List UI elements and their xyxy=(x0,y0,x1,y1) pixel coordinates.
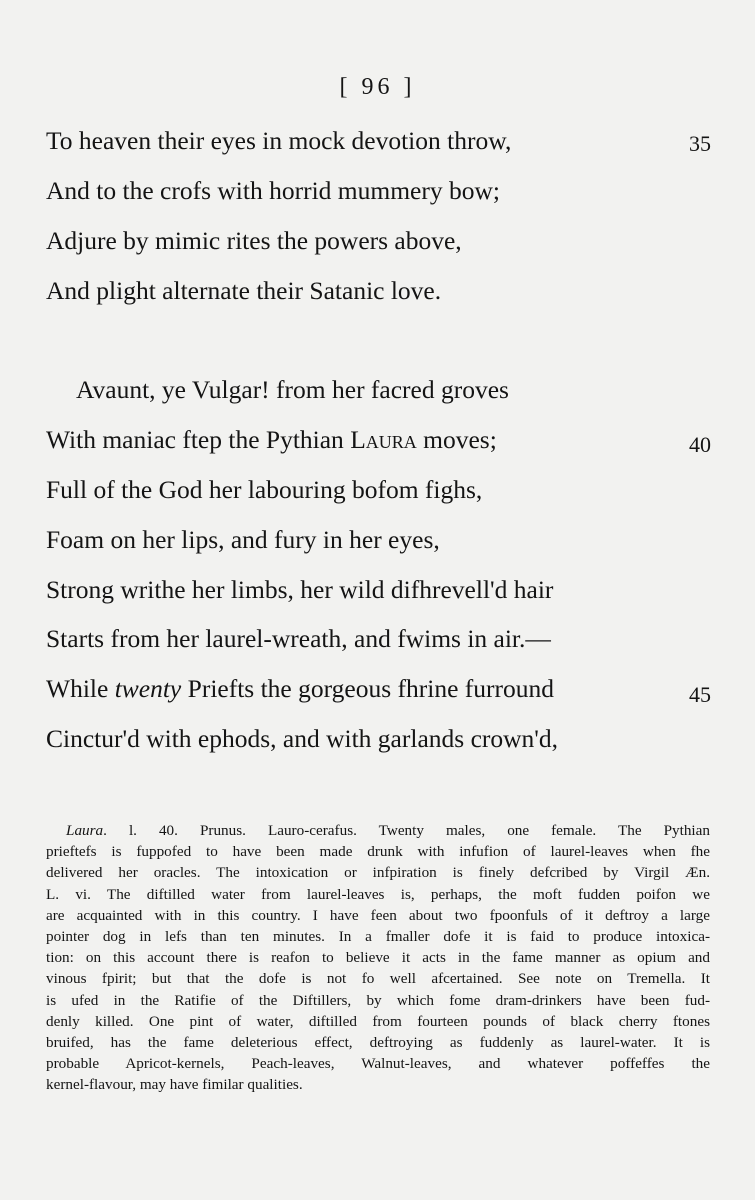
verse-text: Priefts the gorgeous fhrine furround xyxy=(181,674,555,703)
line-number: 40 xyxy=(689,432,711,457)
verse-line: Cinctur'd with ephods, and with garlands crown'd, xyxy=(46,724,559,753)
footnote-text: . l. 40. Prunus. Lauro-cerafus. Twenty males, one female. The Pythian xyxy=(103,822,710,839)
footnote-line: is ufed in the Ratifie of the Diftillers, by which fome dram-drinkers have been fud- xyxy=(46,991,710,1009)
verse-line: And to the crofs with horrid mummery bow; xyxy=(46,176,500,205)
footnote xyxy=(46,820,710,1096)
footnote-line: probable Apricot-kernels, Peach-leaves, Walnut-leaves, and whatever poffeffes the xyxy=(46,1055,710,1073)
footnote-line: bruifed, has the fame deleterious effect, deftroying as fuddenly as laurel-water. It is xyxy=(46,1034,710,1052)
verse-line: Starts from her laurel-wreath, and fwims in air.— xyxy=(46,624,551,653)
footnote-line: L. vi. The diftilled water from laurel-leaves is, perhaps, the moft fudden poifon we xyxy=(46,885,710,903)
footnote-line: denly killed. One pint of water, diftilled from fourteen pounds of black cherry ftones xyxy=(46,1012,710,1030)
line-number: 35 xyxy=(689,131,711,156)
verse-small-caps: Laura xyxy=(350,425,417,454)
footnote-line: vinous fpirit; but that the dofe is not fo well afcertained. See note on Tremella. It xyxy=(46,970,710,988)
footnote-line xyxy=(46,820,710,841)
footnote-line: delivered her oracles. The intoxication or infpiration is finely defcribed by Virgil Æn. xyxy=(46,864,710,882)
verse-line: To heaven their eyes in mock devotion throw, xyxy=(46,126,512,155)
verse-text: While xyxy=(46,674,115,703)
verse-line: Strong writhe her limbs, her wild difhrevell'd hair xyxy=(46,575,554,604)
verse-italic: twenty xyxy=(114,674,182,703)
footnote-headword: Laura xyxy=(66,822,104,839)
verse-line: Adjure by mimic rites the powers above, xyxy=(46,226,462,255)
verse-line: Foam on her lips, and fury in her eyes, xyxy=(46,525,440,554)
footnote-line: kernel-flavour, may have fimilar qualities. xyxy=(46,1076,303,1094)
line-number: 45 xyxy=(689,682,711,707)
verse-line: Full of the God her labouring bofom fighs, xyxy=(46,475,483,504)
verse-text: With maniac ftep the Pythian xyxy=(46,425,351,454)
verse-line xyxy=(46,425,497,455)
page-number: [ 96 ] xyxy=(339,74,416,100)
verse-line xyxy=(46,674,554,704)
verse-text: moves; xyxy=(416,425,497,454)
footnote-line: tion: on this account there is reafon to believe it acts in the fame manner as opium and xyxy=(46,949,710,967)
footnote-line: are acquainted with in this country. I have feen about two fpoonfuls of it deftroy a large xyxy=(46,906,710,924)
verse-line: And plight alternate their Satanic love. xyxy=(46,276,442,305)
footnote-line: prieftefs is fuppofed to have been made drunk with infufion of laurel-leaves when fhe xyxy=(46,843,710,861)
verse-line: Avaunt, ye Vulgar! from her facred groves xyxy=(76,375,509,404)
footnote-line: pointer dog in lefs than ten minutes. In a fmaller dofe it is faid to produce intoxica- xyxy=(46,928,710,946)
